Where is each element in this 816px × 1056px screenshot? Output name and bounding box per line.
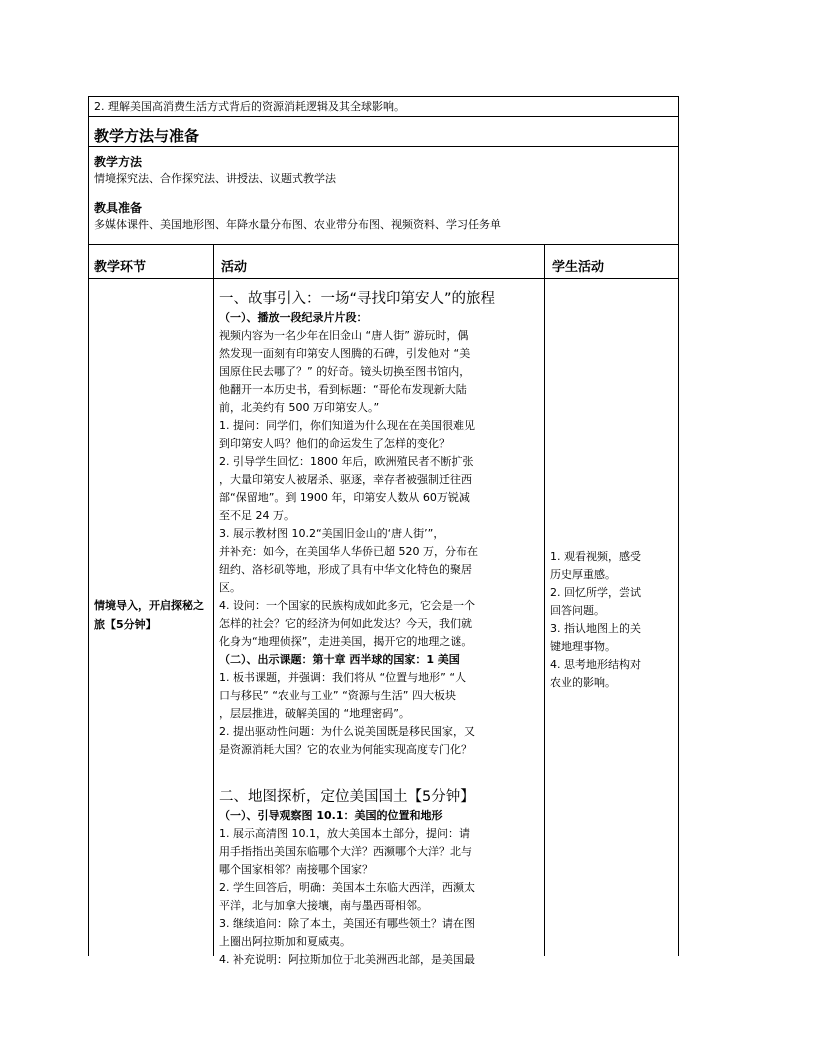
student-line: 4. 思考地形结构对 (550, 658, 641, 671)
s1-line: 部“保留地”。到 1900 年，印第安人数从 60万锐减 (219, 491, 470, 504)
s1-line: 视频内容为一名少年在旧金山 “唐人街” 游玩时，偶 (219, 329, 469, 342)
section2-title: 二、地图探析，定位美国国土【5分钟】 (219, 789, 475, 805)
section2-sub1: （一）、引导观察图 10.1：美国的位置和地形 (219, 809, 443, 822)
s1-line2: 2. 提出驱动性问题：为什么说美国既是移民国家，又 (219, 725, 475, 738)
s1-line2: ，层层推进，破解美国的 “地理密码”。 (219, 707, 410, 720)
section1-title: 一、故事引入：一场“寻找印第安人”的旅程 (219, 291, 496, 307)
student-line: 键地理事物。 (550, 640, 616, 653)
student-activity-cell (550, 548, 674, 692)
objective-item-2: 2. 理解美国高消费生活方式背后的资源消耗逻辑及其全球影响。 (94, 100, 405, 113)
s2-line: 4. 补充说明：阿拉斯加位于北美洲西北部，是美国最 (219, 953, 475, 966)
s2-line: 哪个国家相邻？南接哪个国家？ (219, 863, 373, 876)
lesson-plan-table (88, 96, 678, 966)
s1-line: 他翻开一本历史书，看到标题：“哥伦布发现新大陆 (219, 383, 467, 396)
tools-label: 教具准备 (94, 201, 143, 215)
s1-line2: 是资源消耗大国？它的农业为何能实现高度专门化？ (219, 743, 472, 756)
s1-line: 1. 提问：同学们，你们知道为什么现在在美国很难见 (219, 419, 475, 432)
method-text: 情境探究法、合作探究法、讲授法、议题式教学法 (94, 172, 336, 185)
student-line: 1. 观看视频，感受 (550, 550, 641, 563)
methods-detail (94, 153, 674, 233)
s1-line2: 1. 板书课题，并强调：我们将从 “位置与地形” “人 (219, 671, 467, 684)
section1-sub1: （一）、播放一段纪录片片段： (219, 311, 368, 324)
s2-line: 平洋，北与加拿大接壤，南与墨西哥相邻。 (219, 899, 428, 912)
student-line: 3. 指认地图上的关 (550, 622, 641, 635)
tools-text: 多媒体课件、美国地形图、年降水量分布图、农业带分布图、视频资料、学习任务单 (94, 218, 501, 231)
s1-line: 怎样的社会？它的经济为何如此发达？今天，我们就 (219, 617, 472, 630)
activity-cell (219, 289, 541, 969)
s1-line: 化身为“地理侦探”，走进美国，揭开它的地理之谜。 (219, 635, 473, 648)
s1-line: 并补充：如今，在美国华人华侨已超 520 万，分布在 (219, 545, 478, 558)
student-line: 历史厚重感。 (550, 568, 616, 581)
s2-line: 用手指指出美国东临哪个大洋？西濒哪个大洋？北与 (219, 845, 472, 858)
s1-line: 纽约、洛杉矶等地，形成了具有中华文化特色的聚居 (219, 563, 472, 576)
methods-heading: 教学方法与准备 (94, 127, 200, 145)
s1-line: ，大量印第安人被屠杀、驱逐，幸存者被强制迁往西 (219, 473, 472, 486)
header-stage: 教学环节 (94, 260, 147, 275)
s1-line: 区。 (219, 581, 241, 594)
stage-intro: 情境导入，开启探秘之旅【5分钟】 (94, 599, 204, 631)
section1-sub2: （二）、出示课题：第十章 西半球的国家：1 美国 (219, 653, 460, 666)
header-student: 学生活动 (552, 260, 605, 275)
method-label: 教学方法 (94, 155, 143, 169)
s2-line: 1. 展示高清图 10.1，放大美国本土部分，提问：请 (219, 827, 470, 840)
s2-line: 2. 学生回答后，明确：美国本土东临大西洋，西濒太 (219, 881, 475, 894)
s1-line: 前，北美约有 500 万印第安人。” (219, 401, 380, 414)
header-activity: 活动 (221, 260, 248, 275)
s1-line: 2. 引导学生回忆：1800 年后，欧洲殖民者不断扩张 (219, 455, 474, 468)
student-line: 回答问题。 (550, 604, 605, 617)
s1-line2: 口与移民” “农业与工业” “资源与生活” 四大板块 (219, 689, 456, 702)
s2-line: 上圈出阿拉斯加和夏威夷。 (219, 935, 351, 948)
s1-line: 到印第安人吗？他们的命运发生了怎样的变化？ (219, 437, 450, 450)
s1-line: 3. 展示教材图 10.2“美国旧金山的‘唐人街’”， (219, 527, 445, 540)
s1-line: 然发现一面刻有印第安人图腾的石碑，引发他对 “美 (219, 347, 471, 360)
student-line: 2. 回忆所学，尝试 (550, 586, 641, 599)
student-line: 农业的影响。 (550, 676, 616, 689)
s2-line: 3. 继续追问：除了本土，美国还有哪些领土？请在图 (219, 917, 475, 930)
s1-line: 至不足 24 万。 (219, 509, 295, 522)
s1-line: 4. 设问：一个国家的民族构成如此多元，它会是一个 (219, 599, 475, 612)
s1-line: 国原住民去哪了？” 的好奇。镜头切换至图书馆内， (219, 365, 471, 378)
